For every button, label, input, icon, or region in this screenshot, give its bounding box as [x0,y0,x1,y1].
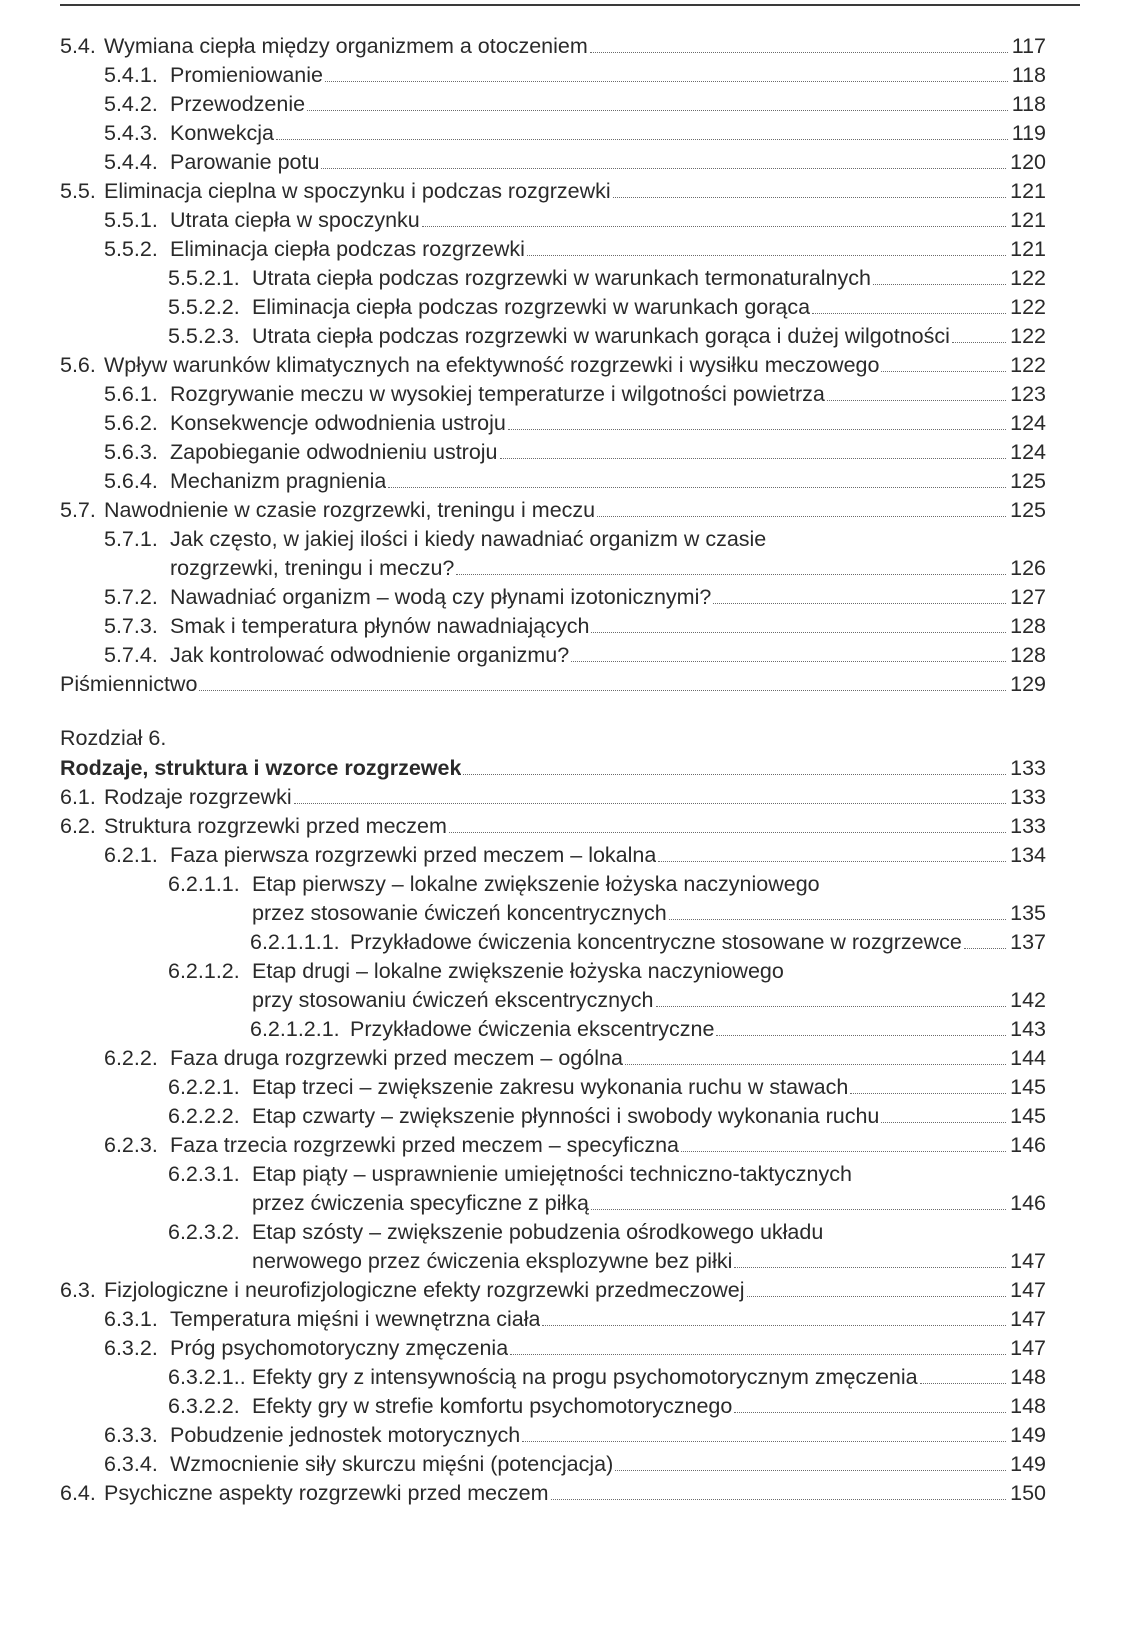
toc-entry-number: 6.2.1. [104,843,158,867]
dot-leader [551,1499,1007,1500]
toc-page-number: 137 [1010,930,1046,954]
dot-leader [920,1383,1007,1384]
toc-entry-number: 5.7.1. [104,527,158,551]
dot-leader [734,1412,1006,1413]
dot-leader [658,861,1006,862]
toc-entry[interactable] [104,376,1046,406]
toc-entry-title: Zapobieganie odwodnieniu ustroju [170,440,498,464]
dot-leader [591,1209,1006,1210]
dot-leader [500,458,1007,459]
toc-entry[interactable] [60,1475,1046,1505]
toc-entry[interactable] [104,202,1046,232]
toc-entry-number: 5.5.2.2. [168,295,240,319]
toc-entry-title: Jak kontrolować odwodnienie organizmu? [170,643,570,667]
toc-entry-number: 5.5.2.1. [168,266,240,290]
toc-entry-title: Przykładowe ćwiczenia koncentryczne stosowane w rozgrzewce [350,930,962,954]
toc-entry-title: Psychiczne aspekty rozgrzewki przed meczem [104,1481,549,1505]
toc-entry-title: Eliminacja ciepła podczas rozgrzewki [170,237,525,261]
toc-entry-title: Smak i temperatura płynów nawadniających [170,614,590,638]
dot-leader [747,1296,1007,1297]
toc-entry[interactable] [252,1185,1046,1215]
dot-leader [508,429,1006,430]
toc-page-number: 145 [1010,1104,1046,1128]
toc-page-number: 148 [1010,1365,1046,1389]
toc-entry-title: nerwowego przez ćwiczenia eksplozywne bez piłki [252,1249,733,1273]
toc-page-number: 122 [1010,353,1046,377]
toc-entry-number: 6.2.2.2. [168,1104,240,1128]
toc-page-number: 144 [1010,1046,1046,1070]
toc-entry-title: Rodzaje rozgrzewki [104,785,292,809]
toc-entry[interactable] [104,434,1046,464]
dot-leader [571,661,1006,662]
toc-entry-title: Jak często, w jakiej ilości i kiedy nawadniać organizm w czasie [170,527,767,551]
toc-entry-title: Etap trzeci – zwiększenie zakresu wykonania ruchu w stawach [252,1075,849,1099]
toc-page-number: 145 [1010,1075,1046,1099]
toc-page-number: 149 [1010,1423,1046,1447]
dot-leader [591,632,1006,633]
toc-page-number: 147 [1010,1307,1046,1331]
toc-entry-title: Fizjologiczne i neurofizjologiczne efekty rozgrzewki przedmeczowej [104,1278,745,1302]
dot-leader [964,948,1006,949]
toc-entry-title: przez stosowanie ćwiczeń koncentrycznych [252,901,667,925]
toc-page-number: 127 [1010,585,1046,609]
toc-entry-title: Etap drugi – lokalne zwiększenie łożyska naczyniowego [252,959,784,983]
toc-entry-title: Wzmocnienie siły skurczu mięśni (potencjacja) [170,1452,614,1476]
toc-entry[interactable] [104,1127,1046,1157]
toc-page-number: 120 [1010,150,1046,174]
toc-entry-title: Parowanie potu [170,150,320,174]
toc-entry-number: 6.2.2.1. [168,1075,240,1099]
dot-leader [388,487,1006,488]
toc-entry-number: 5.4. [60,34,96,58]
dot-leader [716,1035,1006,1036]
toc-entry-number: 5.4.4. [104,150,158,174]
toc-entry-title: Faza druga rozgrzewki przed meczem – ogólna [170,1046,623,1070]
toc-entry[interactable] [104,463,1046,493]
chapter-title: Rodzaje, struktura i wzorce rozgrzewek [60,756,462,780]
toc-entry[interactable] [104,1417,1046,1447]
toc-entry-title: Konsekwencje odwodnienia ustroju [170,411,506,435]
toc-page-number: 128 [1010,614,1046,638]
toc-entry[interactable] [60,666,1046,696]
toc-entry-number: 5.7. [60,498,96,522]
toc-entry-number: 6.2.1.2. [168,959,240,983]
dot-leader [952,342,1006,343]
toc-entry[interactable] [104,144,1046,174]
toc-entry-number: 5.4.2. [104,92,158,116]
dot-leader [681,1151,1006,1152]
toc-entry[interactable] [168,1098,1046,1128]
toc-entry-number: 5.7.2. [104,585,158,609]
toc-page-number: 146 [1010,1133,1046,1157]
toc-entry[interactable] [60,347,1046,377]
toc-entry-title: Etap piąty – usprawnienie umiejętności techniczno-taktycznych [252,1162,852,1186]
toc-entry-number: 5.6.2. [104,411,158,435]
toc-entry[interactable] [252,982,1046,1012]
toc-entry-number: 6.1. [60,785,96,809]
toc-entry-number: 5.4.3. [104,121,158,145]
toc-entry[interactable] [104,231,1046,261]
toc-entry[interactable] [60,1272,1046,1302]
dot-leader [542,1325,1006,1326]
toc-page-number: 149 [1010,1452,1046,1476]
toc-entry-number: 6.2.1.2.1. [250,1017,340,1041]
toc-entry-title: Utrata ciepła podczas rozgrzewki w warunkach gorąca i dużej wilgotności [252,324,950,348]
toc-entry-number: 6.2.1.1. [168,872,240,896]
toc-page-number: 122 [1010,324,1046,348]
dot-leader [881,1122,1006,1123]
toc-entry-number: 6.3.2.2. [168,1394,240,1418]
toc-entry-title: przy stosowaniu ćwiczeń ekscentrycznych [252,988,654,1012]
toc-entry[interactable] [104,57,1046,87]
toc-entry[interactable] [168,1069,1046,1099]
toc-entry-title: Piśmiennictwo [60,672,198,696]
toc-page-number: 123 [1010,382,1046,406]
toc-page-number: 148 [1010,1394,1046,1418]
toc-page-number: 128 [1010,643,1046,667]
toc-entry-number: 6.4. [60,1481,96,1505]
toc-entry-title: Wymiana ciepła między organizmem a otoczeniem [104,34,588,58]
toc-page-number: 121 [1010,237,1046,261]
dot-leader [463,774,1006,775]
dot-leader [873,284,1006,285]
toc-entry[interactable] [60,173,1046,203]
toc-entry[interactable] [252,1243,1046,1273]
toc-entry-title: Etap szósty – zwiększenie pobudzenia ośrodkowego układu [252,1220,824,1244]
toc-page-number: 150 [1010,1481,1046,1505]
toc-page-number: 146 [1010,1191,1046,1215]
toc-entry-title: Utrata ciepła podczas rozgrzewki w warunkach termonaturalnych [252,266,871,290]
toc-entry-number: 6.3. [60,1278,96,1302]
toc-entry-number: 6.2. [60,814,96,838]
toc-entry-number: 5.6.1. [104,382,158,406]
toc-entry[interactable] [168,953,1046,983]
toc-entry-number: 5.7.4. [104,643,158,667]
toc-entry-title: Etap pierwszy – lokalne zwiększenie łożyska naczyniowego [252,872,820,896]
toc-entry-title: Przewodzenie [170,92,306,116]
dot-leader [881,371,1006,372]
toc-entry-title: Efekty gry z intensywnością na progu psychomotorycznym zmęczenia [252,1365,918,1389]
toc-entry-number: 6.2.3. [104,1133,158,1157]
dot-leader [597,516,1006,517]
toc-entry-number: 5.6.3. [104,440,158,464]
toc-entry-title: Struktura rozgrzewki przed meczem [104,814,447,838]
toc-entry[interactable] [104,837,1046,867]
toc-entry-number: 6.3.3. [104,1423,158,1447]
dot-leader [615,1470,1006,1471]
toc-entry-number: 5.7.3. [104,614,158,638]
toc-entry[interactable] [170,550,1046,580]
dot-leader [522,1441,1006,1442]
toc-entry[interactable] [60,808,1046,838]
toc-page-number: 124 [1010,411,1046,435]
toc-entry[interactable] [60,750,1046,780]
toc-entry-number: 5.4.1. [104,63,158,87]
toc-entry[interactable] [252,895,1046,925]
dot-leader [276,139,1008,140]
dot-leader [812,313,1006,314]
toc-entry[interactable] [104,1040,1046,1070]
toc-entry[interactable] [104,115,1046,145]
toc-entry-title: Faza pierwsza rozgrzewki przed meczem – lokalna [170,843,657,867]
toc-entry-number: 6.2.1.1.1. [250,930,340,954]
toc-entry-number: 5.5. [60,179,96,203]
toc-page-number: 122 [1010,266,1046,290]
dot-leader [510,1354,1006,1355]
toc-entry-title: Wpływ warunków klimatycznych na efektywność rozgrzewki i wysiłku meczowego [104,353,880,377]
toc-entry-title: Nawodnienie w czasie rozgrzewki, treningu i meczu [104,498,596,522]
toc-entry[interactable] [104,579,1046,609]
dot-leader [527,255,1006,256]
toc-entry-title: Mechanizm pragnienia [170,469,387,493]
toc-page-number: 125 [1010,498,1046,522]
dot-leader [625,1064,1006,1065]
toc-page-number: 125 [1010,469,1046,493]
toc-entry[interactable] [60,779,1046,809]
toc-entry[interactable] [250,924,1046,954]
dot-leader [850,1093,1006,1094]
toc-page-number: 133 [1010,814,1046,838]
toc-page-number: 121 [1010,208,1046,232]
chapter-label: Rozdział 6. [60,726,167,750]
toc-entry-number: 5.6.4. [104,469,158,493]
toc-page-number: 147 [1010,1278,1046,1302]
dot-leader [827,400,1006,401]
toc-entry-title: Rozgrywanie meczu w wysokiej temperaturze i wilgotności powietrza [170,382,825,406]
toc-entry[interactable] [168,260,1046,290]
toc-entry-title: Efekty gry w strefie komfortu psychomotorycznego [252,1394,733,1418]
toc-entry-title: przez ćwiczenia specyficzne z piłką [252,1191,589,1215]
toc-entry-number: 6.3.4. [104,1452,158,1476]
dot-leader [590,52,1008,53]
dot-leader [734,1267,1006,1268]
toc-entry[interactable] [168,866,1046,896]
dot-leader [449,832,1006,833]
toc-page-number: 129 [1010,672,1046,696]
toc-entry[interactable] [104,1301,1046,1331]
toc-entry[interactable] [168,1156,1046,1186]
toc-entry[interactable] [168,289,1046,319]
toc-page-number: 121 [1010,179,1046,203]
dot-leader [669,919,1006,920]
dot-leader [199,690,1006,691]
toc-entry[interactable] [60,28,1046,58]
dot-leader [613,197,1006,198]
toc-entry-number: 6.3.2.1.. [168,1365,246,1389]
dot-leader [456,574,1006,575]
toc-entry-title: Eliminacja ciepła podczas rozgrzewki w warunkach gorąca [252,295,811,319]
toc-entry-title: Przykładowe ćwiczenia ekscentryczne [350,1017,715,1041]
toc-entry[interactable] [104,521,1046,551]
toc-page-number: 135 [1010,901,1046,925]
toc-page-number: 134 [1010,843,1046,867]
toc-entry-number: 5.6. [60,353,96,377]
toc-page-number: 118 [1011,92,1046,116]
toc-entry[interactable] [104,608,1046,638]
dot-leader [307,110,1008,111]
toc-entry[interactable] [250,1011,1046,1041]
toc-entry-title: rozgrzewki, treningu i meczu? [170,556,455,580]
toc-page-number: 147 [1010,1336,1046,1360]
toc-entry[interactable] [104,1330,1046,1360]
toc-page-number: 124 [1010,440,1046,464]
dot-leader [713,603,1006,604]
toc-page-number: 126 [1010,556,1046,580]
toc-entry[interactable] [104,1446,1046,1476]
dot-leader [294,803,1007,804]
toc-entry-title: Konwekcja [170,121,274,145]
toc-entry[interactable] [104,86,1046,116]
toc-entry-number: 5.5.2.3. [168,324,240,348]
toc-page-number: 143 [1010,1017,1046,1041]
toc-page-number: 133 [1010,785,1046,809]
toc-entry-title: Nawadniać organizm – wodą czy płynami izotonicznymi? [170,585,712,609]
toc-page-number: 117 [1011,34,1046,58]
dot-leader [656,1006,1007,1007]
toc-entry[interactable] [168,1359,1046,1389]
toc-entry[interactable] [60,492,1046,522]
dot-leader [321,168,1006,169]
dot-leader [422,226,1006,227]
toc-page-number: 142 [1010,988,1046,1012]
toc-page-number: 133 [1010,756,1046,780]
toc-entry-title: Utrata ciepła w spoczynku [170,208,420,232]
toc-entry-title: Pobudzenie jednostek motorycznych [170,1423,521,1447]
toc-entry-title: Faza trzecia rozgrzewki przed meczem – specyficzna [170,1133,680,1157]
toc-entry-number: 5.5.2. [104,237,158,261]
toc-entry-number: 6.2.3.2. [168,1220,240,1244]
toc-entry-number: 6.2.2. [104,1046,158,1070]
toc-page-number: 119 [1011,121,1046,145]
toc-entry-number: 5.5.1. [104,208,158,232]
toc-page-number: 122 [1010,295,1046,319]
toc-entry-title: Temperatura mięśni i wewnętrzna ciała [170,1307,541,1331]
toc-page-number: 118 [1011,63,1046,87]
toc-entry-number: 6.3.1. [104,1307,158,1331]
dot-leader [325,81,1008,82]
toc-page-number: 147 [1010,1249,1046,1273]
toc-entry-number: 6.3.2. [104,1336,158,1360]
toc-entry[interactable] [104,405,1046,435]
toc-entry-title: Próg psychomotoryczny zmęczenia [170,1336,509,1360]
toc-entry-title: Etap czwarty – zwiększenie płynności i swobody wykonania ruchu [252,1104,880,1128]
toc-entry[interactable] [168,318,1046,348]
toc-entry[interactable] [104,637,1046,667]
toc-entry-number: 6.2.3.1. [168,1162,240,1186]
toc-entry-title: Promieniowanie [170,63,323,87]
toc-entry[interactable] [168,1214,1046,1244]
toc-entry-title: Eliminacja cieplna w spoczynku i podczas rozgrzewki [104,179,611,203]
toc-entry[interactable] [168,1388,1046,1418]
